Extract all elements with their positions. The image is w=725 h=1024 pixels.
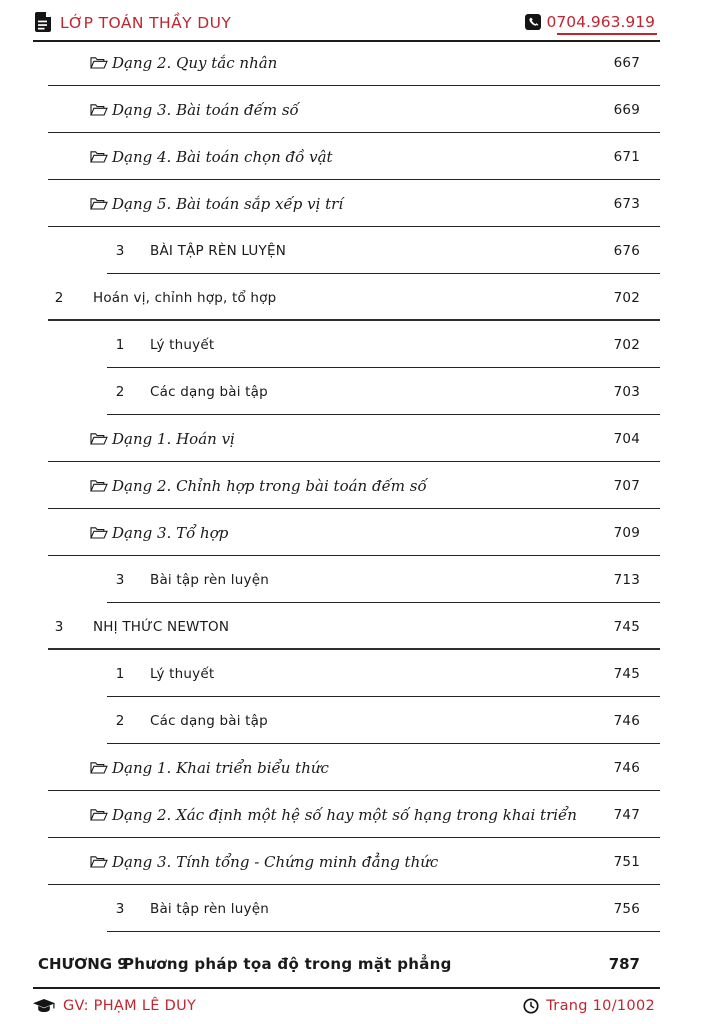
entry-page: 745 — [613, 665, 640, 682]
entry-page: 702 — [613, 289, 640, 306]
toc-entry[interactable] — [0, 791, 725, 838]
header-brand: LỚP TOÁN THẦY DUY — [60, 14, 232, 32]
toc-entry[interactable] — [0, 86, 725, 133]
folder-open-icon — [90, 103, 108, 116]
entry-title: Dạng 2. Chỉnh hợp trong bài toán đếm số — [112, 476, 427, 495]
toc-entry[interactable] — [0, 415, 725, 462]
page-header — [0, 0, 725, 42]
entry-title: Bài tập rèn luyện — [150, 571, 269, 588]
folder-open-icon — [90, 150, 108, 163]
toc-entry[interactable] — [0, 838, 725, 885]
entry-title: Dạng 5. Bài toán sắp xếp vị trí — [112, 194, 344, 213]
folder-open-icon — [90, 761, 108, 774]
chapter-row[interactable] — [0, 948, 725, 980]
entry-title: Dạng 3. Bài toán đếm số — [112, 100, 299, 119]
toc-entry[interactable] — [0, 274, 725, 321]
entry-number: 3 — [115, 900, 125, 917]
entry-page: 669 — [613, 101, 640, 118]
entry-page: 676 — [613, 242, 640, 259]
entry-page: 713 — [613, 571, 640, 588]
graduation-cap-icon — [33, 999, 55, 1014]
folder-open-icon — [90, 526, 108, 539]
toc-entry[interactable] — [0, 885, 725, 932]
teacher-name: GV: PHẠM LÊ DUY — [63, 998, 197, 1014]
chapter-label: CHƯƠNG 9 — [38, 955, 128, 973]
entry-number: 2 — [115, 383, 125, 400]
entry-title: Dạng 3. Tính tổng - Chứng minh đẳng thức — [112, 852, 439, 871]
entry-page: 746 — [613, 759, 640, 776]
toc-entry[interactable] — [0, 462, 725, 509]
entry-title: Các dạng bài tập — [150, 712, 268, 729]
folder-open-icon — [90, 479, 108, 492]
entry-title: NHỊ THỨC NEWTON — [93, 618, 230, 635]
toc-entry[interactable] — [0, 556, 725, 603]
folder-open-icon — [90, 197, 108, 210]
entry-title: Dạng 1. Hoán vị — [112, 429, 235, 448]
toc-entry[interactable] — [0, 509, 725, 556]
entry-title: Bài tập rèn luyện — [150, 900, 269, 917]
entry-page: 746 — [613, 712, 640, 729]
entry-title: Lý thuyết — [150, 665, 215, 682]
entry-number: 1 — [115, 665, 125, 682]
entry-number: 3 — [115, 242, 125, 259]
entry-number: 1 — [115, 336, 125, 353]
entry-page: 747 — [613, 806, 640, 823]
phone-underline — [557, 33, 657, 35]
folder-open-icon — [90, 56, 108, 69]
entry-title: Dạng 1. Khai triển biểu thức — [112, 758, 329, 777]
toc-entry[interactable] — [0, 227, 725, 274]
phone-number[interactable]: 0704.963.919 — [546, 13, 655, 31]
clock-icon — [523, 998, 539, 1014]
phone-icon — [525, 14, 541, 30]
toc-entry[interactable] — [0, 321, 725, 368]
entry-title: Dạng 2. Xác định một hệ số hay một số hạng trong khai triển — [112, 805, 577, 824]
entry-number: 3 — [115, 571, 125, 588]
entry-page: 702 — [613, 336, 640, 353]
toc-entry[interactable] — [0, 697, 725, 744]
entry-page: 704 — [613, 430, 640, 447]
entry-number: 2 — [115, 712, 125, 729]
document-icon — [35, 12, 51, 32]
entry-page: 703 — [613, 383, 640, 400]
folder-open-icon — [90, 432, 108, 445]
entry-number: 2 — [54, 289, 64, 306]
entry-number: 3 — [54, 618, 64, 635]
entry-page: 745 — [613, 618, 640, 635]
toc-entry[interactable] — [0, 133, 725, 180]
entry-title: Lý thuyết — [150, 336, 215, 353]
entry-page: 751 — [613, 853, 640, 870]
entry-page: 707 — [613, 477, 640, 494]
toc-list — [0, 39, 725, 932]
entry-title: BÀI TẬP RÈN LUYỆN — [150, 242, 286, 259]
entry-title: Dạng 4. Bài toán chọn đồ vật — [112, 147, 333, 166]
entry-title: Các dạng bài tập — [150, 383, 268, 400]
toc-entry[interactable] — [0, 180, 725, 227]
entry-page: 671 — [613, 148, 640, 165]
separator-line — [107, 931, 660, 933]
toc-entry[interactable] — [0, 368, 725, 415]
folder-open-icon — [90, 855, 108, 868]
entry-title: Hoán vị, chỉnh hợp, tổ hợp — [93, 289, 277, 306]
entry-page: 709 — [613, 524, 640, 541]
chapter-page: 787 — [608, 955, 640, 973]
entry-title: Dạng 3. Tổ hợp — [112, 523, 229, 542]
entry-page: 756 — [613, 900, 640, 917]
entry-title: Dạng 2. Quy tắc nhân — [112, 53, 278, 72]
toc-entry[interactable] — [0, 744, 725, 791]
toc-entry[interactable] — [0, 603, 725, 650]
footer-rule — [33, 987, 660, 989]
chapter-title: Phương pháp tọa độ trong mặt phẳng — [123, 955, 452, 973]
entry-page: 667 — [613, 54, 640, 71]
page-indicator: Trang 10/1002 — [546, 998, 655, 1014]
page-footer — [0, 992, 725, 1020]
toc-entry[interactable] — [0, 39, 725, 86]
folder-open-icon — [90, 808, 108, 821]
toc-entry[interactable] — [0, 650, 725, 697]
entry-page: 673 — [613, 195, 640, 212]
